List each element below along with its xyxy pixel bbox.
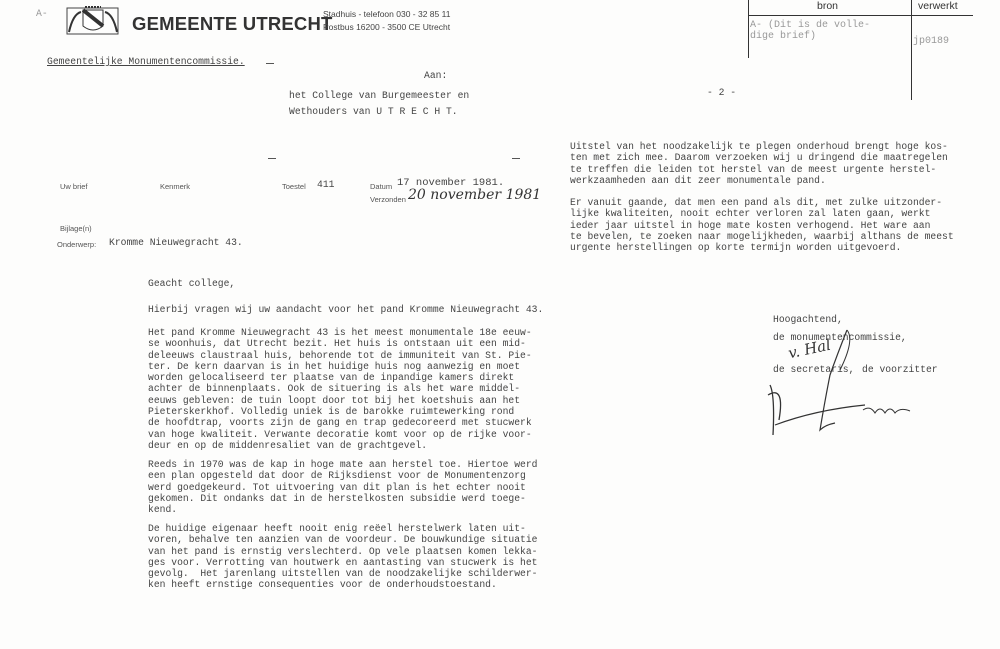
onderwerp-label: Onderwerp:	[57, 240, 97, 249]
letterhead-address-2: Postbus 16200 - 3500 CE Utrecht	[323, 22, 451, 32]
secretaris-label: de secretaris,	[773, 364, 855, 375]
verzonden-label: Verzonden	[370, 195, 406, 204]
datum-value: 17 november 1981.	[397, 177, 505, 189]
uw-brief-label: Uw brief	[60, 182, 88, 191]
toestel-label: Toestel	[282, 182, 306, 191]
closing-greeting: Hoogachtend,	[773, 314, 843, 325]
recipient-label: Aan:	[424, 70, 448, 81]
table-verwerkt-value: jp0189	[913, 36, 950, 47]
letterhead-title: GEMEENTE UTRECHT	[132, 13, 333, 34]
letterhead-address-1: Stadhuis - telefoon 030 - 32 85 11	[323, 9, 451, 19]
city-coat-of-arms-logo	[65, 4, 120, 36]
onderwerp-value: Kromme Nieuwegracht 43.	[109, 237, 243, 248]
salutation: Geacht college,	[148, 278, 236, 289]
table-border	[748, 0, 749, 58]
paragraph: Reeds in 1970 was de kap in hoge mate aan herstel toe. Hiertoe werd een plan opgesteld dat door de Rijksdienst voor de Monumentenzorg werd goedgekeurd. Tot uitvoering van dit plan is het echter nooit gekomen. Dit ondanks dat in de herstelkosten subsidie werd toege- kend.	[148, 459, 538, 516]
verzonden-handwritten: 20 november 1981	[408, 187, 542, 203]
recipient-line-1: het College van Burgemeester en	[289, 90, 470, 101]
kenmerk-label: Kenmerk	[160, 182, 191, 191]
paragraph: Het pand Kromme Nieuwegracht 43 is het meest monumentale 18e eeuw- se woonhuis, dat Utrecht bezit. Het huis is ontstaan uit een mid- deleeuws claustraal huis, behorende tot de immuniteit van St. Pie- ter. De kern daarvan is in het huidige huis nog aanwezig en moet worden gelocaliseerd ter plaatse van de inpandige kamers direkt achter de binnenplaats. Ook de situering is als het ware middel- eeuws gebleven: de tuin loopt door tot bij het koetshuis aan het Pieterskerkhof. Volledig uniek is de barokke ruimtewerking rond de hoofdtrap, voorts zijn de gang en trap gedecoreerd met stucwerk van hoge kwaliteit. Verwante decoratie komt voor op de rijke voor- deur en op de middenresaliet van de grachtgevel.	[148, 327, 532, 451]
datum-label: Datum	[370, 182, 393, 191]
toestel-value: 411	[317, 179, 335, 190]
table-header-bron: bron	[817, 0, 839, 12]
fold-mark	[512, 158, 520, 159]
fold-mark	[266, 63, 274, 64]
table-header-verwerkt: verwerkt	[918, 0, 958, 12]
bijlagen-label: Bijlage(n)	[60, 224, 92, 233]
sender-department: Gemeentelijke Monumentencommissie.	[47, 56, 245, 67]
margin-mark: A-	[36, 8, 48, 19]
table-border	[748, 15, 973, 16]
table-bron-value: A- (Dit is de volle- dige brief)	[750, 20, 871, 43]
paragraph: Uitstel van het noodzakelijk te plegen onderhoud brengt hoge kos- ten met zich mee. Daarom verzoeken wij u dringend die maatregelen te treffen die leiden tot herstel van de meest urgente herstel- werkzaamheden aan dit zeer monumentale pand.	[570, 141, 948, 186]
page-number: - 2 -	[707, 87, 737, 98]
secretaris-signature: v. Hal	[786, 335, 833, 363]
paragraph: Er vanuit gaande, dat men een pand als dit, met zulke uitzonder- lijke kwaliteiten, nooit echter verloren zal laten gaan, werkt ieder jaar uitstel in hoge mate kosten verhogend. Het ware aan te bevelen, te zoeken naar mogelijkheden, waarbij althans de meest urgente herstellingen op korte termijn worden uitgevoerd.	[570, 197, 954, 254]
fold-mark	[268, 158, 276, 159]
paragraph: De huidige eigenaar heeft nooit enig reëel herstelwerk laten uit- voren, behalve ten aanzien van de voordeur. De bouwkundige situatie van het pand is ernstig verslechterd. Op vele plaatsen komen lekka- ges voor. Verrotting van houtwerk en aantasting van stucwerk is het gevolg. Het jarenlang uitstellen van de noodzakelijke schilderwer- ken heeft ernstige consequenties voor de onderhoudstoestand.	[148, 523, 538, 591]
voorzitter-label: de voorzitter	[862, 364, 938, 375]
closing-committee: de monumentencommissie,	[773, 332, 907, 343]
recipient-line-2: Wethouders van U T R E C H T.	[289, 106, 458, 117]
paragraph: Hierbij vragen wij uw aandacht voor het pand Kromme Nieuwegracht 43.	[148, 304, 544, 315]
